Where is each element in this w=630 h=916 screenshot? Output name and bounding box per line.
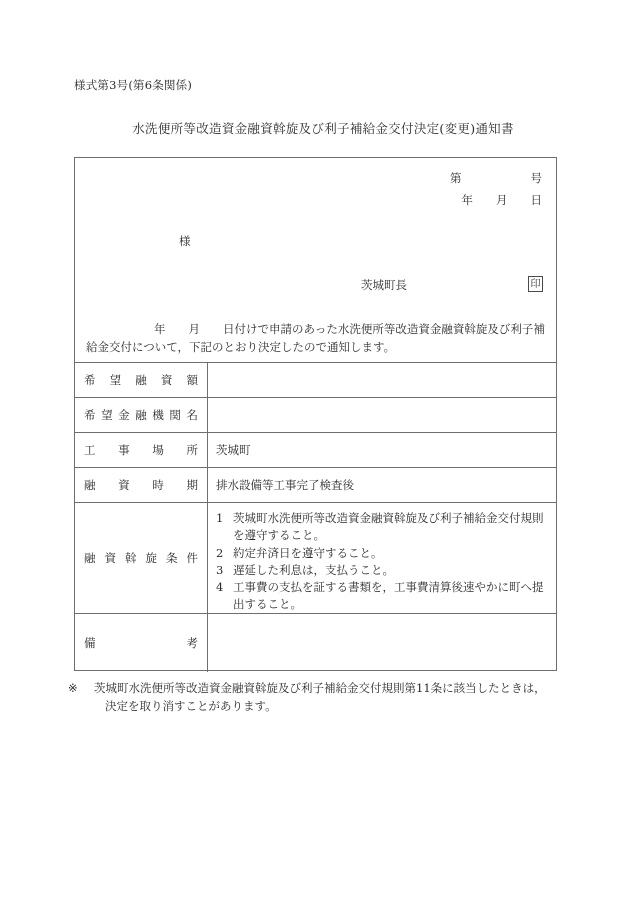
document-date-line: 年 月 日 [461, 193, 542, 207]
seal-stamp-icon: 印 [528, 276, 543, 292]
conditions-list [216, 510, 548, 614]
table-row-remarks [75, 613, 556, 672]
list-item [216, 545, 548, 562]
table-row-desired-amount [75, 362, 556, 397]
footnote-line-2: 決定を取り消すことがあります。 [105, 699, 277, 714]
row-label [75, 398, 208, 432]
list-item-number: 2 [216, 545, 224, 560]
issuer-name: 茨城町長 [361, 278, 407, 292]
row-label [75, 363, 208, 397]
row-value[interactable]: 茨城町 [216, 443, 251, 457]
detail-table [75, 362, 556, 672]
footnote-line-1: 茨城町水洗便所等改造資金融資斡旋及び利子補給金交付規則第11条に該当したときは， [94, 681, 546, 695]
row-value[interactable]: 排水設備等工事完了検査後 [216, 478, 354, 492]
document-title: 水洗便所等改造資金融資斡旋及び利子補給金交付決定(変更)通知書 [132, 121, 514, 136]
lead-paragraph: 年 月 日付けで申請のあった水洗便所等改造資金融資斡旋及び利子補給金交付について，下記のとおり決定したので通知します。 [86, 322, 545, 354]
notice-frame [74, 157, 557, 671]
table-row-desired-bank [75, 397, 556, 432]
row-label [75, 503, 208, 613]
row-label-text: 工事場所 [84, 443, 198, 457]
document-number-line: 第 号 [450, 171, 542, 185]
frame-header-area [75, 158, 556, 363]
form-number: 様式第3号(第6条関係) [74, 78, 193, 92]
row-value[interactable] [208, 614, 556, 672]
footnote [68, 679, 568, 716]
list-item-text: 遅延した利息は，支払うこと。 [233, 562, 394, 577]
footnote-mark-icon: ※ [68, 681, 78, 695]
row-label [75, 468, 208, 502]
row-label [75, 433, 208, 467]
row-label [75, 614, 208, 672]
list-item-number: 3 [216, 562, 224, 577]
row-value [208, 503, 556, 613]
row-value[interactable] [208, 363, 556, 397]
list-item-text: 約定弁済日を遵守すること。 [233, 545, 383, 560]
row-label-text: 融資時期 [84, 478, 198, 492]
list-item-text: 茨城町水洗便所等改造資金融資斡旋及び利子補給金交付規則を遵守すること。 [233, 511, 544, 543]
row-value[interactable] [208, 398, 556, 432]
table-row-construction-site [75, 432, 556, 467]
table-row-loan-timing [75, 467, 556, 502]
footnote-body [94, 679, 568, 716]
row-label-text: 希望融資額 [84, 373, 198, 387]
row-label-text: 希望金融機関名 [84, 408, 198, 422]
list-item-number: 4 [216, 580, 224, 594]
list-item-text: 工事費の支払を証する書類を，工事費清算後速やかに町へ提出すること。 [233, 580, 544, 612]
addressee-honorific: 様 [179, 234, 191, 248]
table-row-loan-conditions [75, 502, 556, 613]
row-label-text: 融資斡旋条件 [84, 551, 198, 565]
list-item-number: 1 [216, 511, 224, 525]
list-item [216, 579, 548, 614]
row-label-text: 備考 [84, 636, 198, 650]
list-item [216, 562, 548, 579]
list-item [216, 510, 548, 545]
